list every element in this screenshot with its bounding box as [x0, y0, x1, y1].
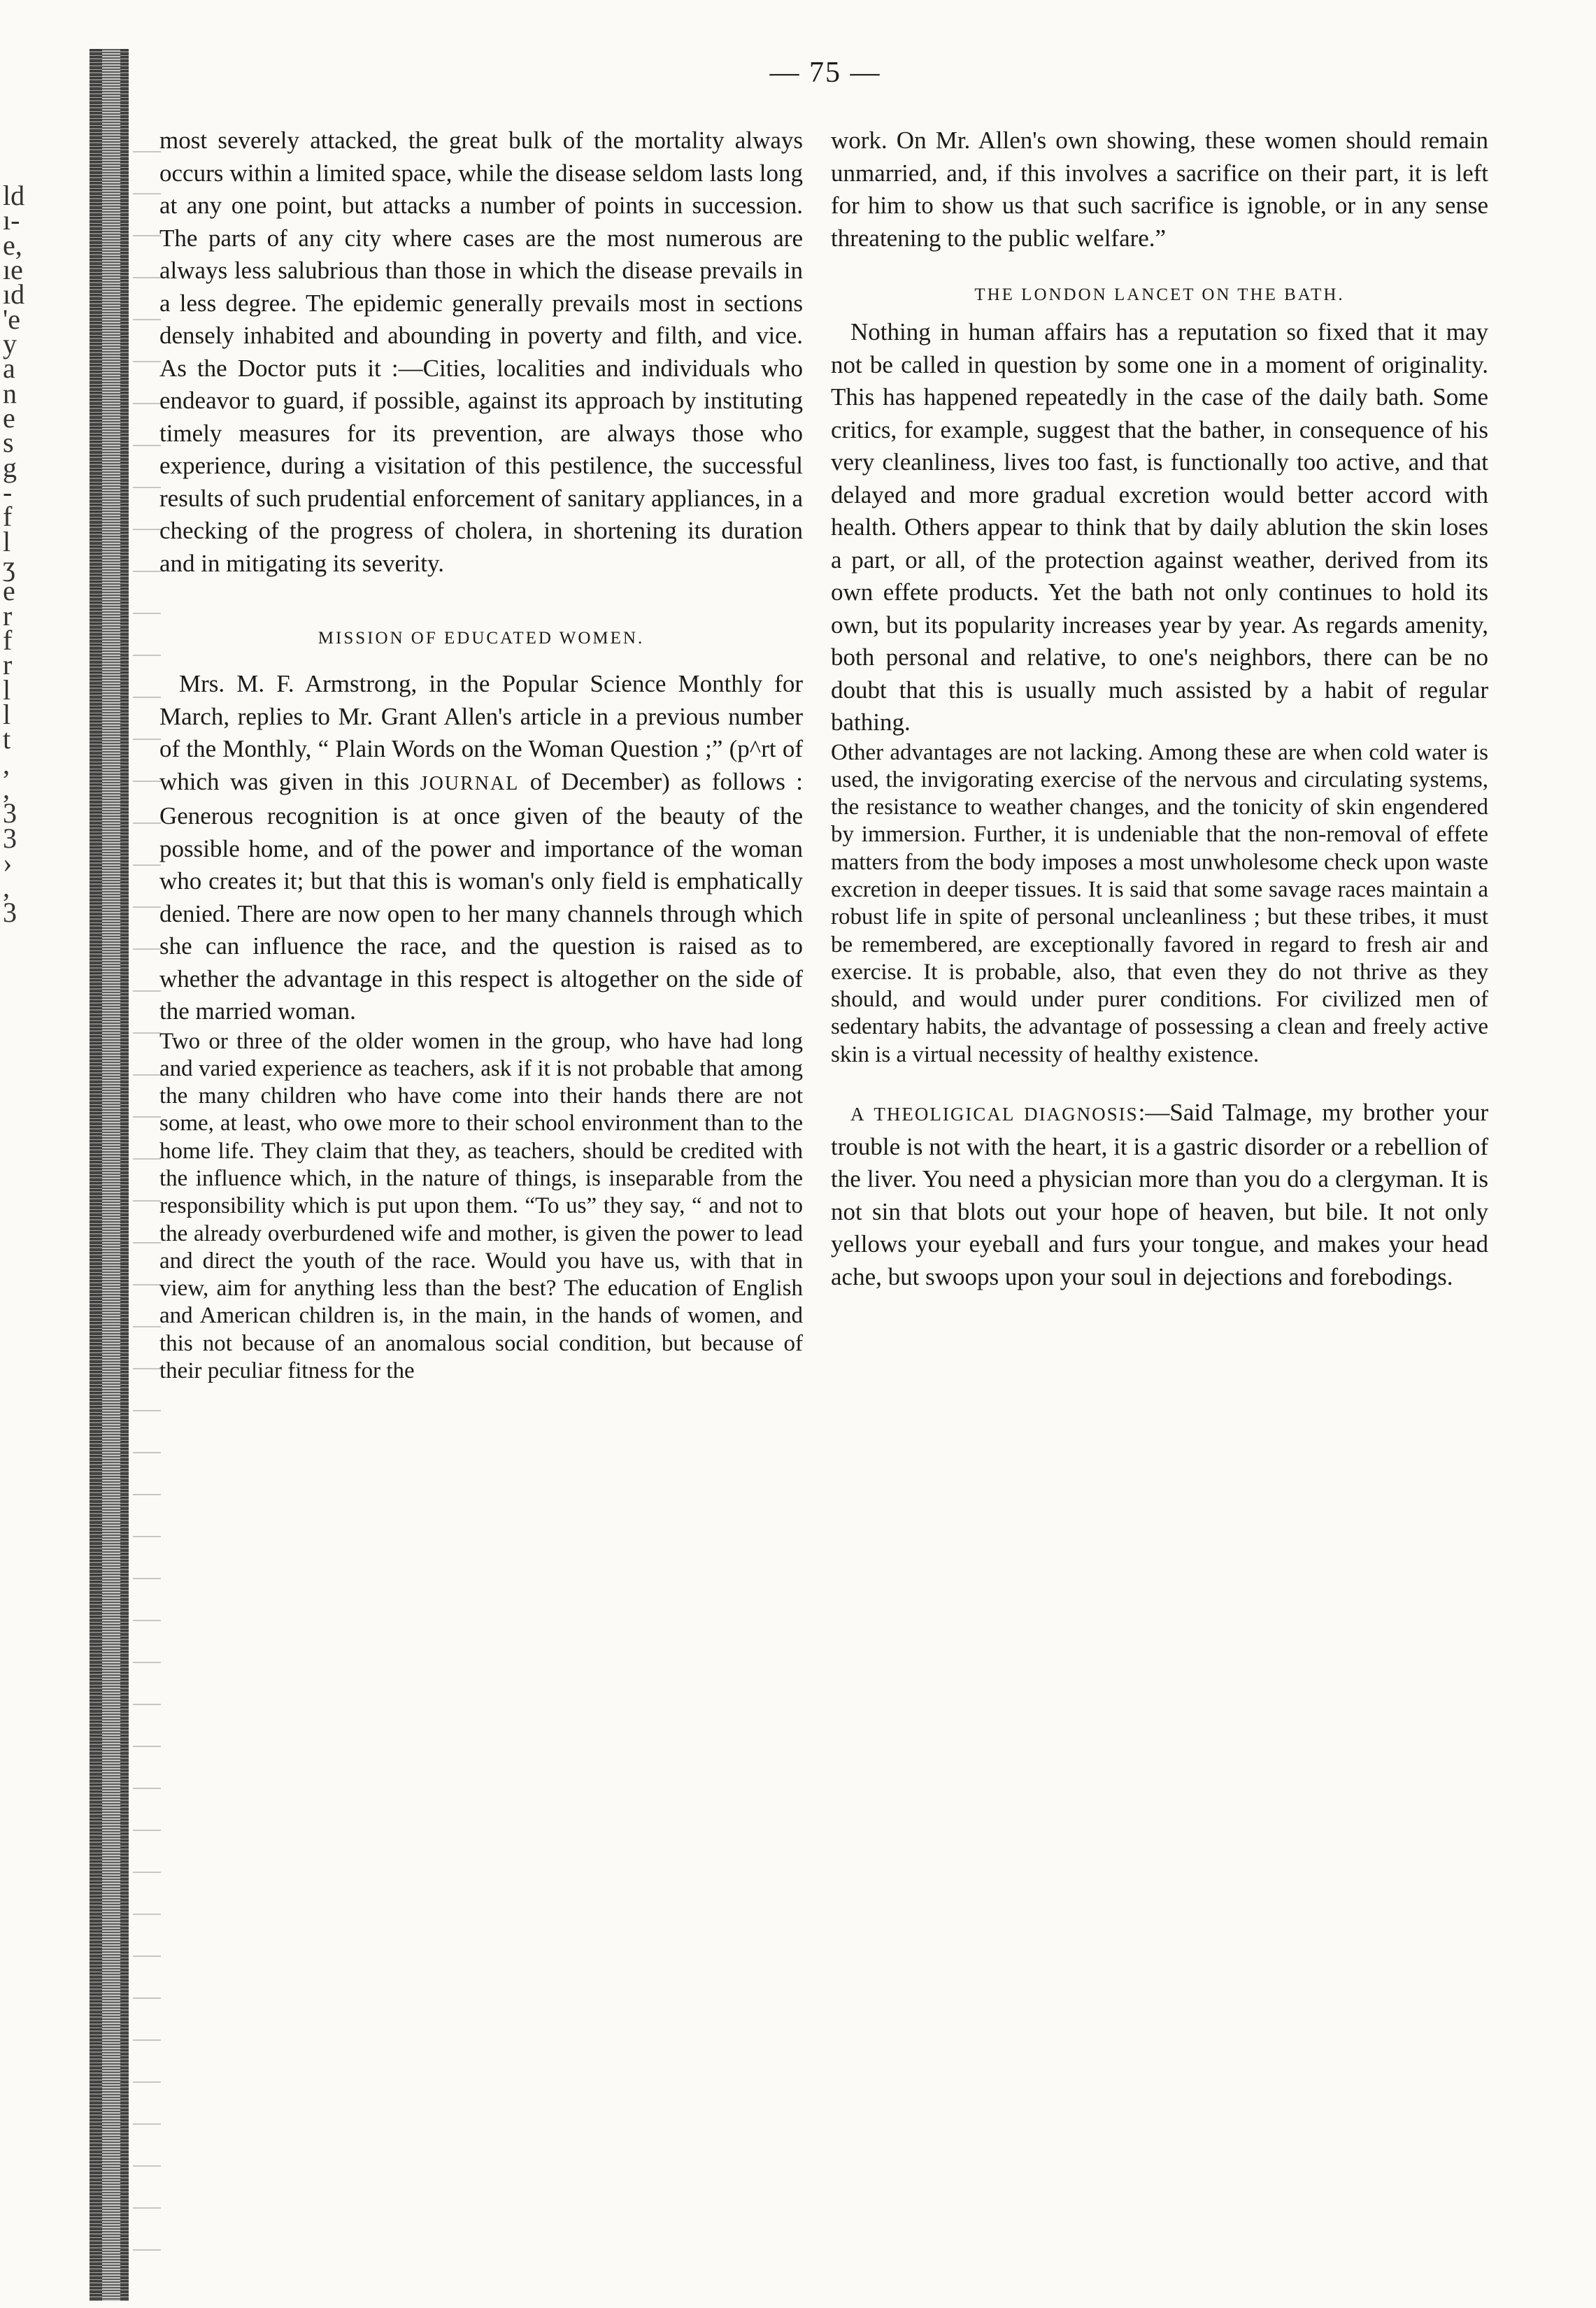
armstrong-text-a: Mrs. M. F. Armstrong, in the Popular Science Monthly for March, replies to Mr. Grant Allen's article in a previous number of the Monthly, “ Plain Words on the Woman Question ;” (p^rt of which was given in this: [159, 670, 803, 795]
armstrong-paragraph: [159, 668, 803, 1028]
diagnosis-lead: A THEOLIGICAL DIAGNOSIS: [850, 1104, 1139, 1125]
gutter-fragment: r: [3, 599, 13, 632]
section-heading-lancet: THE LONDON LANCET ON THE BATH.: [974, 285, 1345, 304]
gutter-fragment: ,: [3, 748, 10, 780]
gutter-fragment: a: [3, 352, 15, 385]
cholera-paragraph: most severely attacked, the great bulk of the mortality always occurs within a limited space, while the disease seldom lasts long at any one point, but attacks a number of points in succession. The parts of any city where cases are the most numerous are always less salubrious than those in which the disease prevails in a less degree. The epidemic generally prevails most in sections densely inhabited and abounding in poverty and filth, and vice. As the Doctor puts it :—Cities, localities and individuals who endeavor to guard, if possible, against its approach by instituting timely measures for its prevention, are always those who experience, during a visitation of this pestilence, the successful results of such prudential enforcement of sanitary appliances, in a checking of the progress of cholera, in shortening its duration and in mitigating its severity.: [159, 127, 803, 577]
gutter-fragment: ıd: [3, 278, 25, 311]
gutter-fragment: ,: [3, 871, 10, 904]
gutter-fragment: ıe: [3, 254, 23, 285]
gutter-fragment: f: [3, 501, 13, 533]
page-number: — 75 —: [769, 57, 881, 89]
gutter-rule: [133, 133, 161, 2287]
gutter-fragment: ı-: [3, 204, 20, 236]
gutter-fragment: ,: [3, 773, 10, 804]
diagnosis-paragraph: [831, 1097, 1488, 1293]
gutter-fragment: l: [3, 674, 11, 706]
gutter-fragment: l: [3, 525, 11, 557]
gutter-fragment: e,: [3, 229, 22, 261]
gutter-fragment: e: [3, 575, 15, 607]
gutter-fragment: f: [3, 625, 13, 656]
facing-page-fragments: [0, 182, 49, 951]
allen-conclusion-paragraph: work. On Mr. Allen's own showing, these women should remain unmarried, and, if this involves a sacrifice on their part, it is left for him to show us that such sacrifice is ignoble, or in any sense threatening to the public welfare.”: [831, 127, 1488, 252]
gutter-fragment: ›: [3, 847, 13, 878]
gutter-fragment: e: [3, 402, 15, 434]
gutter-fragment: 3: [3, 822, 17, 854]
diagnosis-text: :—Said Talmage, my brother your trouble is not with the heart, it is a gastric disorder or a rebellion of the liver. You need a physician more than you do a clergyman. It is not sin that blots out your hope of heaven, but bile. It not only yellows your eyeball and furs your tongue, and makes your head ache, but swoops upon your soul in dejections and forebodings.: [831, 1099, 1488, 1290]
gutter-fragment: 3: [3, 797, 17, 829]
gutter-fragment: t: [3, 723, 11, 755]
journal-word: JOURNAL: [420, 772, 520, 795]
right-column: [831, 124, 1488, 1293]
gutter-fragment: l: [3, 699, 11, 730]
gutter-fragment: 3: [3, 896, 17, 928]
section-heading-mission: MISSION OF EDUCATED WOMEN.: [318, 629, 645, 648]
gutter-fragment: r: [3, 649, 13, 681]
bath-paragraph-b: Other advantages are not lacking. Among these are when cold water is used, the invigorating exercise of the nervous and circulating systems, the resistance to weather changes, and the tonicity of skin engendered by immersion. Further, it is undeniable that the non-removal of effete matters from the body imposes a most unwholesome check upon waste excretion in deeper tissues. It is said that some savage races maintain a robust life in spite of personal uncleanliness ; but these tribes, it must be remembered, are exceptionally favored in regard to fresh air and exercise. It is probable, also, that even they do not thrive as they should, and would under purer conditions. For civilized men of sedentary habits, the advantage of possessing a clean and freely active skin is a virtual necessity of healthy existence.: [831, 739, 1488, 1067]
gutter-fragment: s: [3, 427, 14, 459]
binding-edge: [90, 49, 129, 2301]
armstrong-text-b: of December) as follows : Generous recognition is at once given of the beauty of the possible home, and of the power and importance of the woman who creates it; but that this is woman's only field is emphatically denied. There are now open to her many channels through which she can influence the race, and the question is raised as to whether the advantage in this respect is altogether on the side of the married woman.: [159, 767, 804, 1025]
gutter-fragment: -: [3, 476, 13, 508]
bath-paragraph-a: Nothing in human affairs has a reputation so fixed that it may not be called in question by some one in a moment of originality. This has happened repeatedly in the case of the daily bath. Some critics, for example, suggest that the bather, in consequence of his very cleanliness, lives too fast, is functionally too active, and that delayed and more gradual excretion would better accord with health. Others appear to think that by daily ablution the skin loses a part, or all, of the protection against weather, derived from its own effete products. Yet the bath not only continues to hold its own, but its popularity increases year by year. As regards amenity, both personal and relative, to one's neighbors, there can be no doubt that this is usually much assisted by a habit of regular bathing.: [831, 318, 1488, 736]
gutter-fragment: g: [3, 451, 17, 483]
left-column: [159, 124, 803, 1385]
paragraph-gap: [831, 1069, 1488, 1097]
teachers-paragraph: Two or three of the older women in the group, who have had long and varied experience as teachers, ask if it is not probable that among the many children who have come into their hands there are not some, at least, who owe more to their school environment than to the home life. They claim that they, as teachers, should be credited with the influence which, in the nature of things, is inseparable from the responsibility which is put upon them. “To us” they say, “ and not to the already overburdened wife and mother, is given the power to lead and direct the youth of the race. Would you have us, with that in view, aim for anything less than the best? The education of English and American children is, in the main, in the hands of women, and this not because of an anomalous social condition, but because of their peculiar fitness for the: [159, 1028, 803, 1384]
gutter-fragment: n: [3, 377, 17, 409]
gutter-fragment: y: [3, 328, 17, 359]
gutter-fragment: ʒ: [3, 550, 15, 582]
gutter-fragment: ld: [3, 180, 25, 211]
gutter-fragment: 'e: [3, 303, 20, 335]
